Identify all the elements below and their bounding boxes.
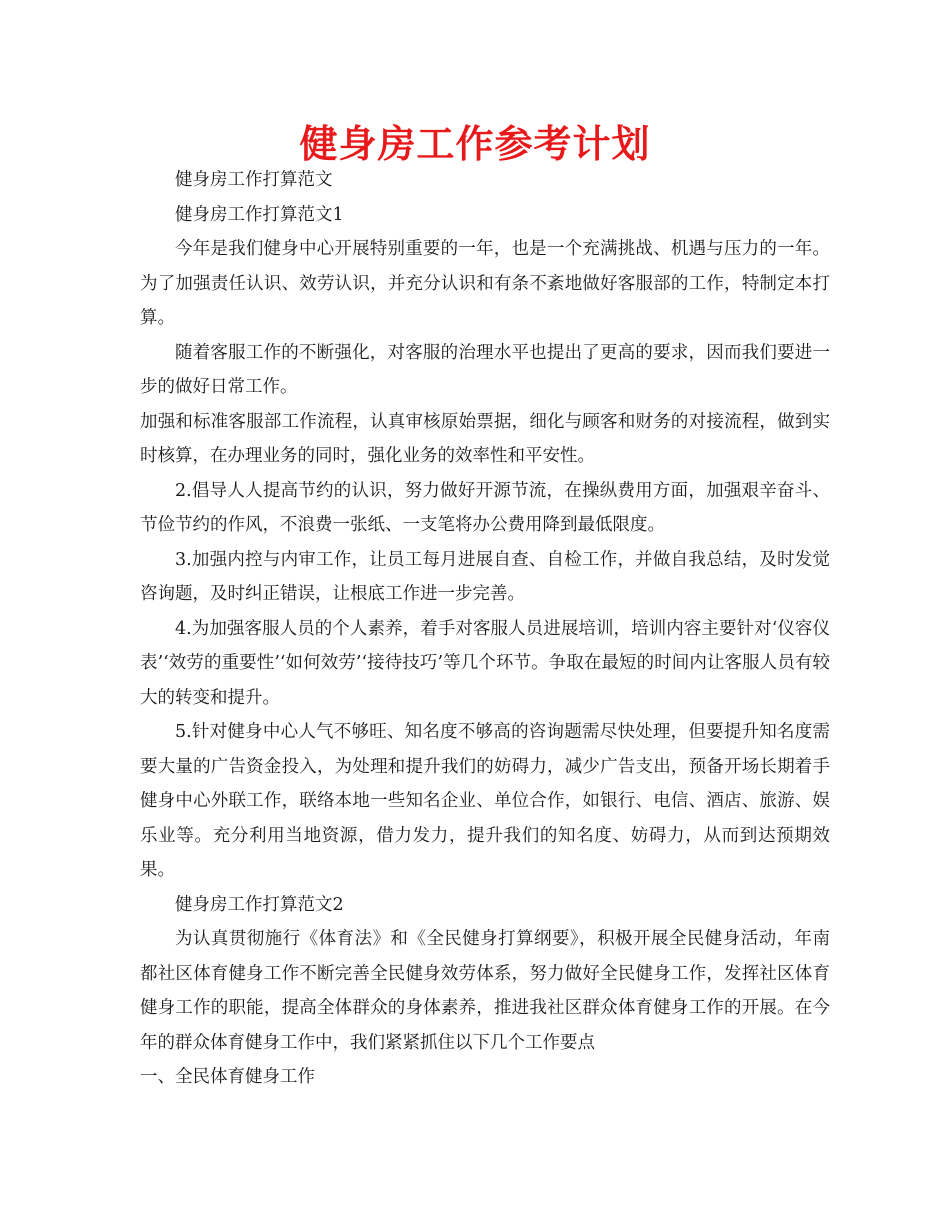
paragraph: 健身房工作打算范文 bbox=[175, 170, 333, 190]
paragraph: 健身房工作打算范文2 bbox=[175, 894, 344, 915]
document-body bbox=[140, 163, 830, 1095]
paragraph: 加强和标准客服部工作流程，认真审核原始票据，细化与顾客和财务的对接流程，做到实时核算，在办理业务的同时，强化业务的效率性和平安性。 bbox=[140, 411, 830, 466]
paragraph: 2.倡导人人提高节约的认识，努力做好开源节流，在操纵费用方面，加强艰辛奋斗、节俭节约的作风，不浪费一张纸、一支笔将办公费用降到最低限度。 bbox=[140, 480, 830, 535]
document-title: 健身房工作参考计划 bbox=[299, 122, 651, 166]
paragraph: 一、全民体育健身工作 bbox=[140, 1067, 315, 1087]
paragraph: 4.为加强客服人员的个人素养，着手对客服人员进展培训，培训内容主要针对‘仪容仪表’‘效劳的重要性’‘如何效劳’‘接待技巧’等几个环节。争取在最短的时间内让客服人员有较大的转变和提升。 bbox=[140, 618, 830, 708]
paragraph: 3.加强内控与内审工作，让员工每月进展自查、自检工作，并做自我总结，及时发觉咨询题，及时纠正错误，让根底工作进一步完善。 bbox=[140, 549, 830, 604]
paragraph: 为认真贯彻施行《体育法》和《全民健身打算纲要》，积极开展全民健身活动，年南都社区体育健身工作不断完善全民健身效劳体系，努力做好全民健身工作，发挥社区体育健身工作的职能，提高全体群众的身体素养，推进我社区群众体育健身工作的开展。在今年的群众体育健身工作中，我们紧紧抓住以下几个工作要点 bbox=[140, 929, 830, 1053]
paragraph: 5.针对健身中心人气不够旺、知名度不够高的咨询题需尽快处理，但要提升知名度需要大量的广告资金投入，为处理和提升我们的妨碍力，减少广告支出，预备开场长期着手健身中心外联工作，联络本地一些知名企业、单位合作，如银行、电信、酒店、旅游、娱乐业等。充分利用当地资源，借力发力，提升我们的知名度、妨碍力，从而到达预期效果。 bbox=[140, 722, 830, 880]
paragraph: 今年是我们健身中心开展特别重要的一年，也是一个充满挑战、机遇与压力的一年。为了加强责任认识、效劳认识，并充分认识和有条不紊地做好客服部的工作，特制定本打算。 bbox=[140, 239, 830, 328]
paragraph: 随着客服工作的不断强化，对客服的治理水平也提出了更高的要求，因而我们要进一步的做好日常工作。 bbox=[140, 342, 830, 397]
paragraph: 健身房工作打算范文1 bbox=[175, 204, 344, 225]
